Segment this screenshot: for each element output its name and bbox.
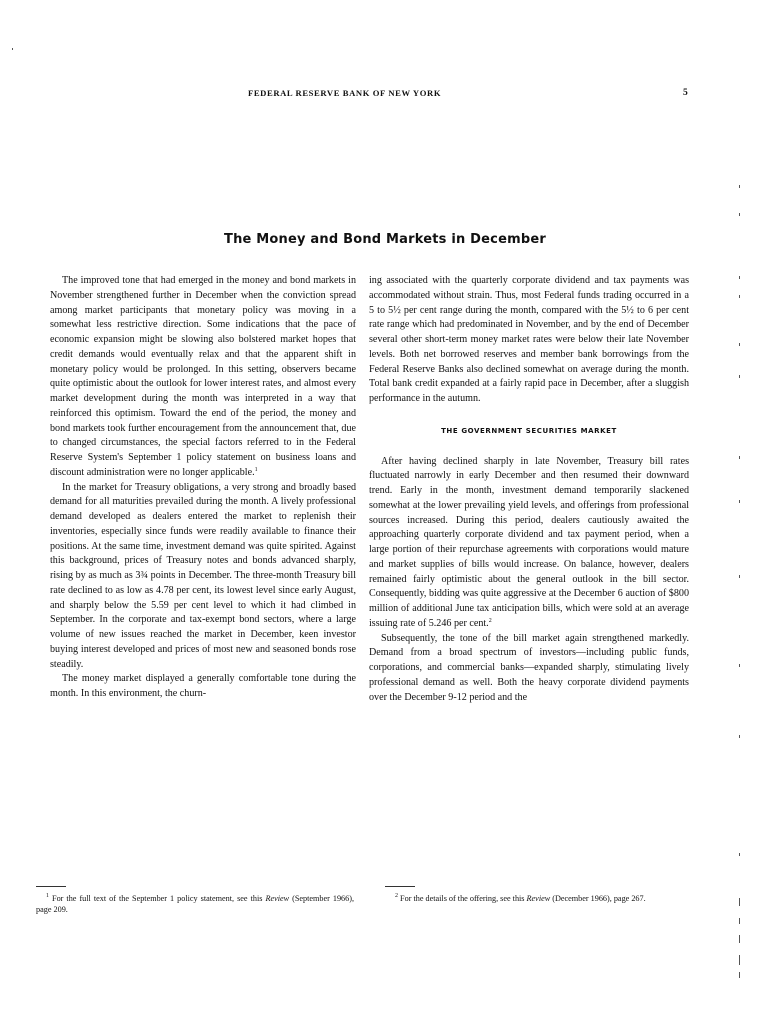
paragraph: After having declined sharply in late November, Treasury bill rates fluctuated narrowly in early December and then resumed their downward trend. Early in the month, investment demand temporarily slackened somewhat at the lower prevailing yield levels, and offerings from professional sources increased. During this period, dealers cautiously awaited the approaching quarterly corporate dividend and tax payment period, when a large portion of their repurchase agreements with corporations would mature and market supplies of bills would increase. On balance, however, dealers remained fairly optimistic about the general outlook in the bill sector. Consequently, bidding was quite aggressive at the December 6 auction of $800 million of additional June tax anticipation bills, which were sold at an average issuing rate of 5.246 per cent.$^2$ — [369, 455, 689, 629]
paragraph: ing associated with the quarterly corporate dividend and tax payments was accommodated without strain. Thus, most Federal funds trading occurred in a 5 to 5½ per cent range during the month, compared with the 5½ to 6 per cent rate range which had predominated in November, and by the end of December several other short-term money market rates were below their late November levels. Both net borrowed reserves and member bank borrowings from the Federal Reserve Banks also declined somewhat on average during the month. Total bank credit expanded at a fairly rapid pace in December, after a sluggish performance in the autumn. — [369, 275, 689, 404]
footnote-number: 2 — [395, 893, 398, 899]
footnote-text: For the details of the offering, see this — [400, 894, 527, 903]
running-head — [0, 88, 770, 102]
running-title: FEDERAL RESERVE BANK OF NEW YORK — [248, 88, 442, 98]
page-number: 5 — [683, 88, 688, 98]
review-title: Review — [526, 894, 551, 903]
footnote-1 — [36, 893, 354, 915]
paragraph: The money market displayed a generally comfortable tone during the month. In this environment, the churn- — [50, 673, 356, 699]
footnote-number: 1 — [46, 893, 49, 899]
section-heading: THE GOVERNMENT SECURITIES MARKET — [441, 426, 617, 435]
paragraph: Subsequently, the tone of the bill market again strengthened markedly. Demand from a broad spectrum of investors—including public funds, corporations, and commercial banks—expanded sharply, stimulating lively professional demand as well. Both the heavy corporate dividend payments over the December 9-12 period and the — [369, 632, 689, 703]
footnote-text: For the full text of the September 1 policy statement, see this — [52, 894, 266, 903]
paragraph: The improved tone that had emerged in the money and bond markets in November strengthened further in December when the conviction spread among market participants that monetary policy was moving in a somewhat less restrictive direction. Some indications that the pace of economic expansion might be slowing also bolstered market hopes that credit demands would eventually relax and that the apparent shift in monetary policy would be prolonged. In this setting, observers became quite optimistic about the outlook for lower interest rates, and almost every market development during the month was interpreted in a way that reinforced this optimism. Toward the end of the period, the money and bond markets took further encouragement from the announcement that, due to changed circumstances, the special factors referred to in the Federal Reserve System's September 1 policy statement on business loans and discount administration were no longer applicable.$^1$ — [50, 275, 356, 478]
article-title: The Money and Bond Markets in December — [224, 232, 546, 247]
footnote-rule — [385, 886, 415, 887]
footnote-rule — [36, 886, 66, 887]
footnote-2 — [385, 893, 689, 904]
footnote-text: (December 1966), page 267. — [550, 894, 646, 903]
footnote-marker: 1 — [254, 466, 258, 473]
review-title: Review — [265, 894, 290, 903]
footnote-marker: 2 — [488, 617, 492, 624]
right-column — [369, 274, 689, 705]
footnote-text: (September 1966), page 209. — [36, 894, 355, 914]
paragraph: In the market for Treasury obligations, a very strong and broadly based demand for all maturities prevailed during the month. A lively professional demand developed as dealers entered the market to replenish their inventories, especially since funds were readily available to finance their positions. At the same time, investment demand was quite spirited. Against this background, prices of Treasury notes and bonds advanced sharply, rising by as much as 3¾ points in December. The three-month Treasury bill rate declined to as low as 4.78 per cent, its lowest level since early August, and sharply below the 5.59 per cent level to which it had climbed in September. In the corporate and tax-exempt bond sectors, where a large volume of new issues reached the market in December, keen investor buying interest developed and prices of most new and seasoned bonds rose steadily. — [50, 481, 356, 670]
left-column — [50, 274, 356, 702]
